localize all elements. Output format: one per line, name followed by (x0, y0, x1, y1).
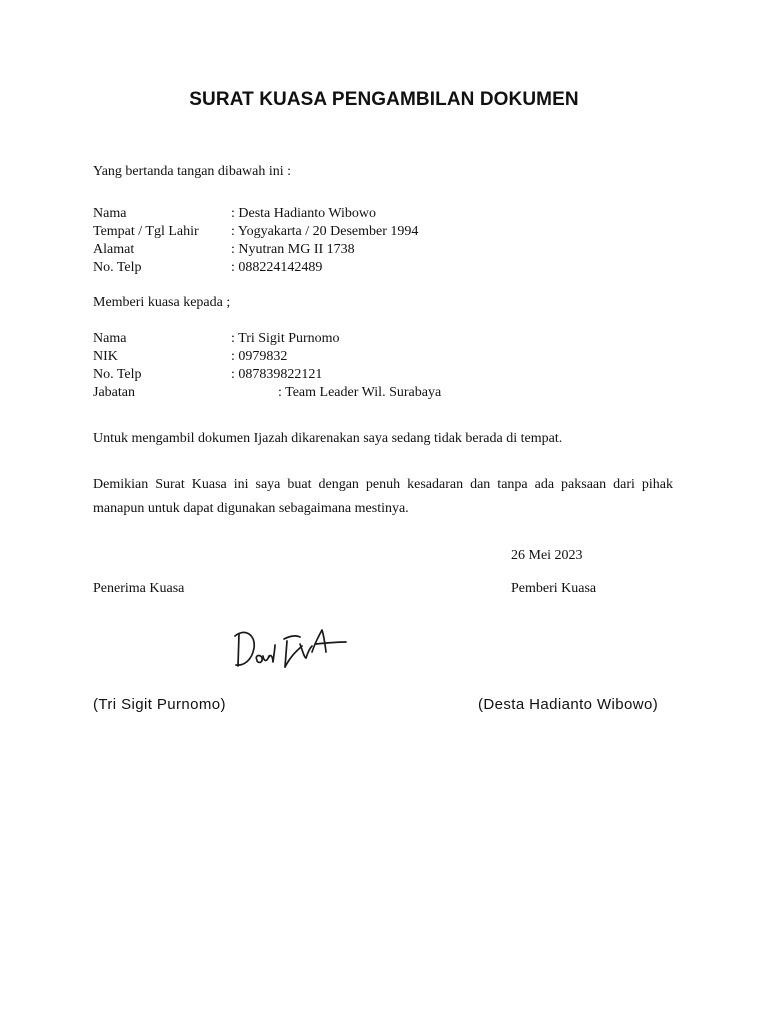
closing-paragraph: Demikian Surat Kuasa ini saya buat dengan penuh kesadaran dan tanpa ada paksaan dari pihak manapun untuk dapat digunakan sebagaimana mestinya. (93, 477, 673, 516)
grantee-phone-label: No. Telp (93, 367, 142, 382)
grantor-birth-value: : Yogyakarta / 20 Desember 1994 (231, 224, 419, 239)
document-title: SURAT KUASA PENGAMBILAN DOKUMEN (189, 89, 579, 110)
signature-image (232, 624, 348, 672)
giver-label: Pemberi Kuasa (511, 581, 597, 596)
grantee-position-label: Jabatan (93, 385, 135, 400)
receiver-name: (Tri Sigit Purnomo) (93, 696, 226, 713)
grantee-phone-value: : 087839822121 (231, 367, 323, 382)
grant-line: Memberi kuasa kepada ; (93, 295, 231, 310)
grantee-name-value: : Tri Sigit Purnomo (231, 331, 340, 346)
intro-text: Yang bertanda tangan dibawah ini : (93, 164, 292, 179)
grantee-position-value: : Team Leader Wil. Surabaya (278, 385, 442, 400)
grantee-nik-label: NIK (93, 349, 118, 364)
grantor-address-label: Alamat (93, 242, 135, 257)
grantor-phone-label: No. Telp (93, 260, 142, 275)
grantor-birth-label: Tempat / Tgl Lahir (93, 224, 199, 239)
receiver-label: Penerima Kuasa (93, 581, 185, 596)
grantee-name-label: Nama (93, 331, 127, 346)
grantor-address-value: : Nyutran MG II 1738 (231, 242, 355, 257)
grantor-name-label: Nama (93, 206, 127, 221)
letter-date: 26 Mei 2023 (511, 548, 583, 563)
grantor-phone-value: : 088224142489 (231, 260, 323, 275)
grantor-name-value: : Desta Hadianto Wibowo (231, 206, 376, 221)
giver-name: (Desta Hadianto Wibowo) (478, 696, 659, 713)
grantee-nik-value: : 0979832 (231, 349, 288, 364)
purpose-text: Untuk mengambil dokumen Ijazah dikarenakan saya sedang tidak berada di tempat. (93, 431, 563, 446)
